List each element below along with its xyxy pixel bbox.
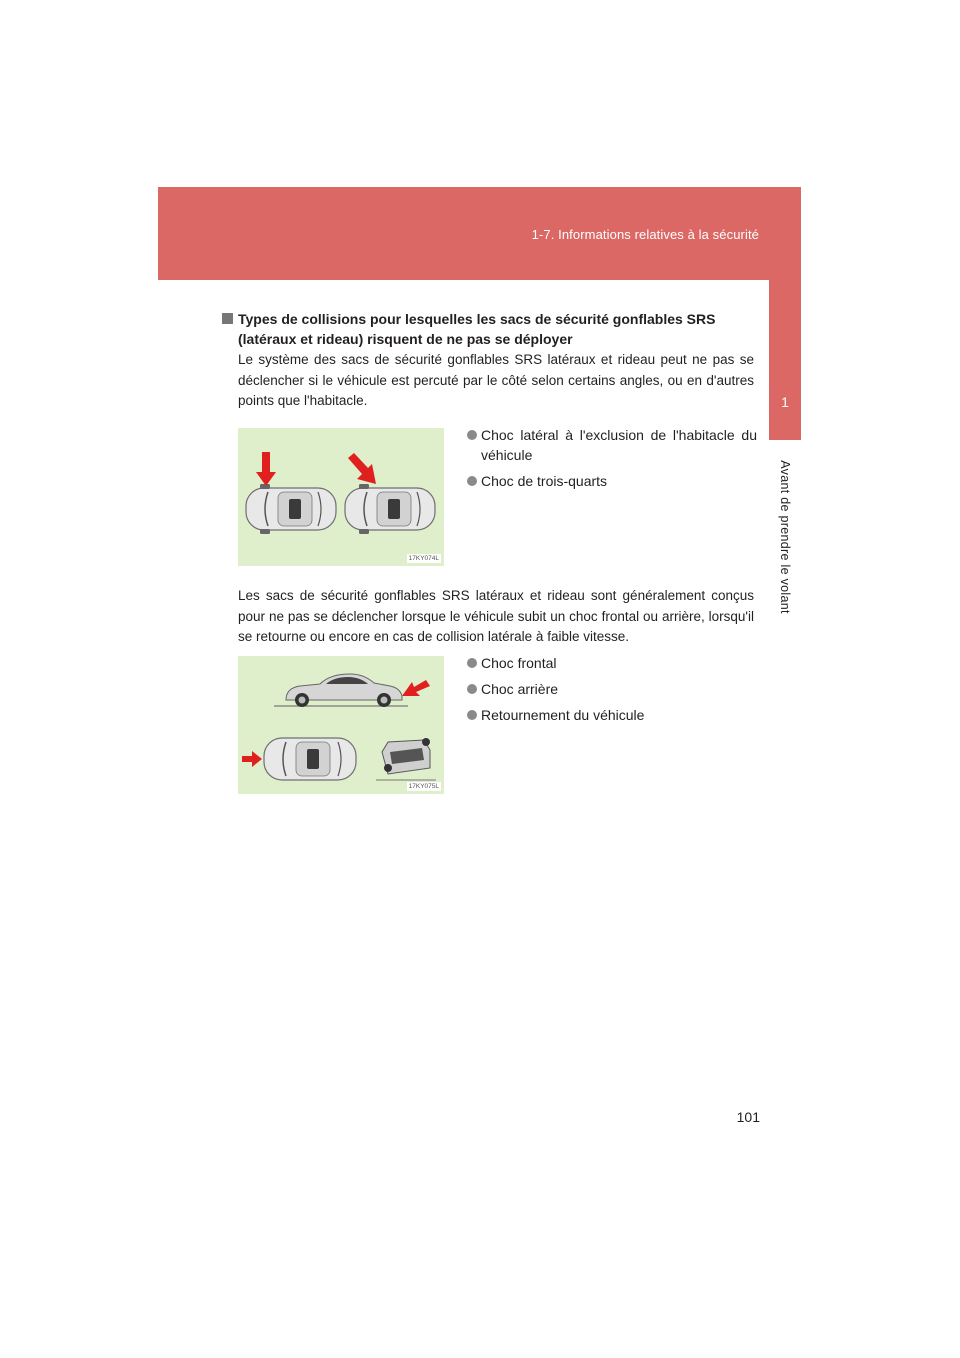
list-item: Retournement du véhicule xyxy=(467,705,757,725)
figure-code: 17KY074L xyxy=(408,555,439,562)
list-item: Choc frontal xyxy=(467,653,757,673)
chapter-number: 1 xyxy=(781,394,789,410)
chapter-label-vertical xyxy=(772,452,798,622)
list-item: Choc arrière xyxy=(467,679,757,699)
section-heading xyxy=(222,309,762,349)
chapter-label: Avant de prendre le volant xyxy=(778,460,792,614)
figure-other-collisions xyxy=(238,656,444,794)
figure-code: 17KY075L xyxy=(408,783,439,790)
figure-side-collisions xyxy=(238,428,444,566)
impact-arrow-down xyxy=(256,452,276,486)
bullet-list-other-impacts xyxy=(467,653,757,731)
chapter-tab xyxy=(769,187,801,440)
round-bullet-icon xyxy=(467,476,477,486)
impact-arrow-rear xyxy=(402,680,430,696)
round-bullet-icon xyxy=(467,658,477,668)
header-band xyxy=(158,187,801,280)
round-bullet-icon xyxy=(467,430,477,440)
page-number: 101 xyxy=(736,1109,760,1125)
car-top-view-1 xyxy=(246,484,336,534)
round-bullet-icon xyxy=(467,684,477,694)
impact-arrow-front xyxy=(242,751,262,767)
running-header-title: 1-7. Informations relatives à la sécurité xyxy=(531,227,759,242)
paragraph-side-impact: Le système des sacs de sécurité gonflables SRS latéraux et rideau peut ne pas se déclencher si le véhicule est percuté par le côté selon certains angles, ou en d'autres points que l'habitacle. xyxy=(238,352,754,408)
impact-arrow-diagonal xyxy=(348,453,376,484)
section-heading-text: Types de collisions pour lesquelles les sacs de sécurité gonflables SRS (latéraux et rideau) risquent de ne pas se déployer xyxy=(238,311,716,347)
car-top-view-2 xyxy=(345,484,435,534)
car-rollover-view xyxy=(376,738,436,780)
bullet-list-side-impacts xyxy=(467,425,757,497)
paragraph-non-deployment: Les sacs de sécurité gonflables SRS latéraux et rideau sont généralement conçus pour ne pas se déclencher lorsque le véhicule subit un choc frontal ou arrière, lorsqu'il se retourne ou encore en cas de collision latérale à faible vitesse. xyxy=(238,588,754,644)
square-bullet-icon xyxy=(222,313,233,324)
car-top-views-illustration xyxy=(238,428,444,566)
list-item: Choc de trois-quarts xyxy=(467,471,757,491)
list-item: Choc latéral à l'exclusion de l'habitacle du véhicule xyxy=(467,425,757,465)
car-top-view-front-impact xyxy=(264,738,356,780)
car-collisions-illustration xyxy=(238,656,444,794)
round-bullet-icon xyxy=(467,710,477,720)
car-side-view xyxy=(274,674,408,707)
